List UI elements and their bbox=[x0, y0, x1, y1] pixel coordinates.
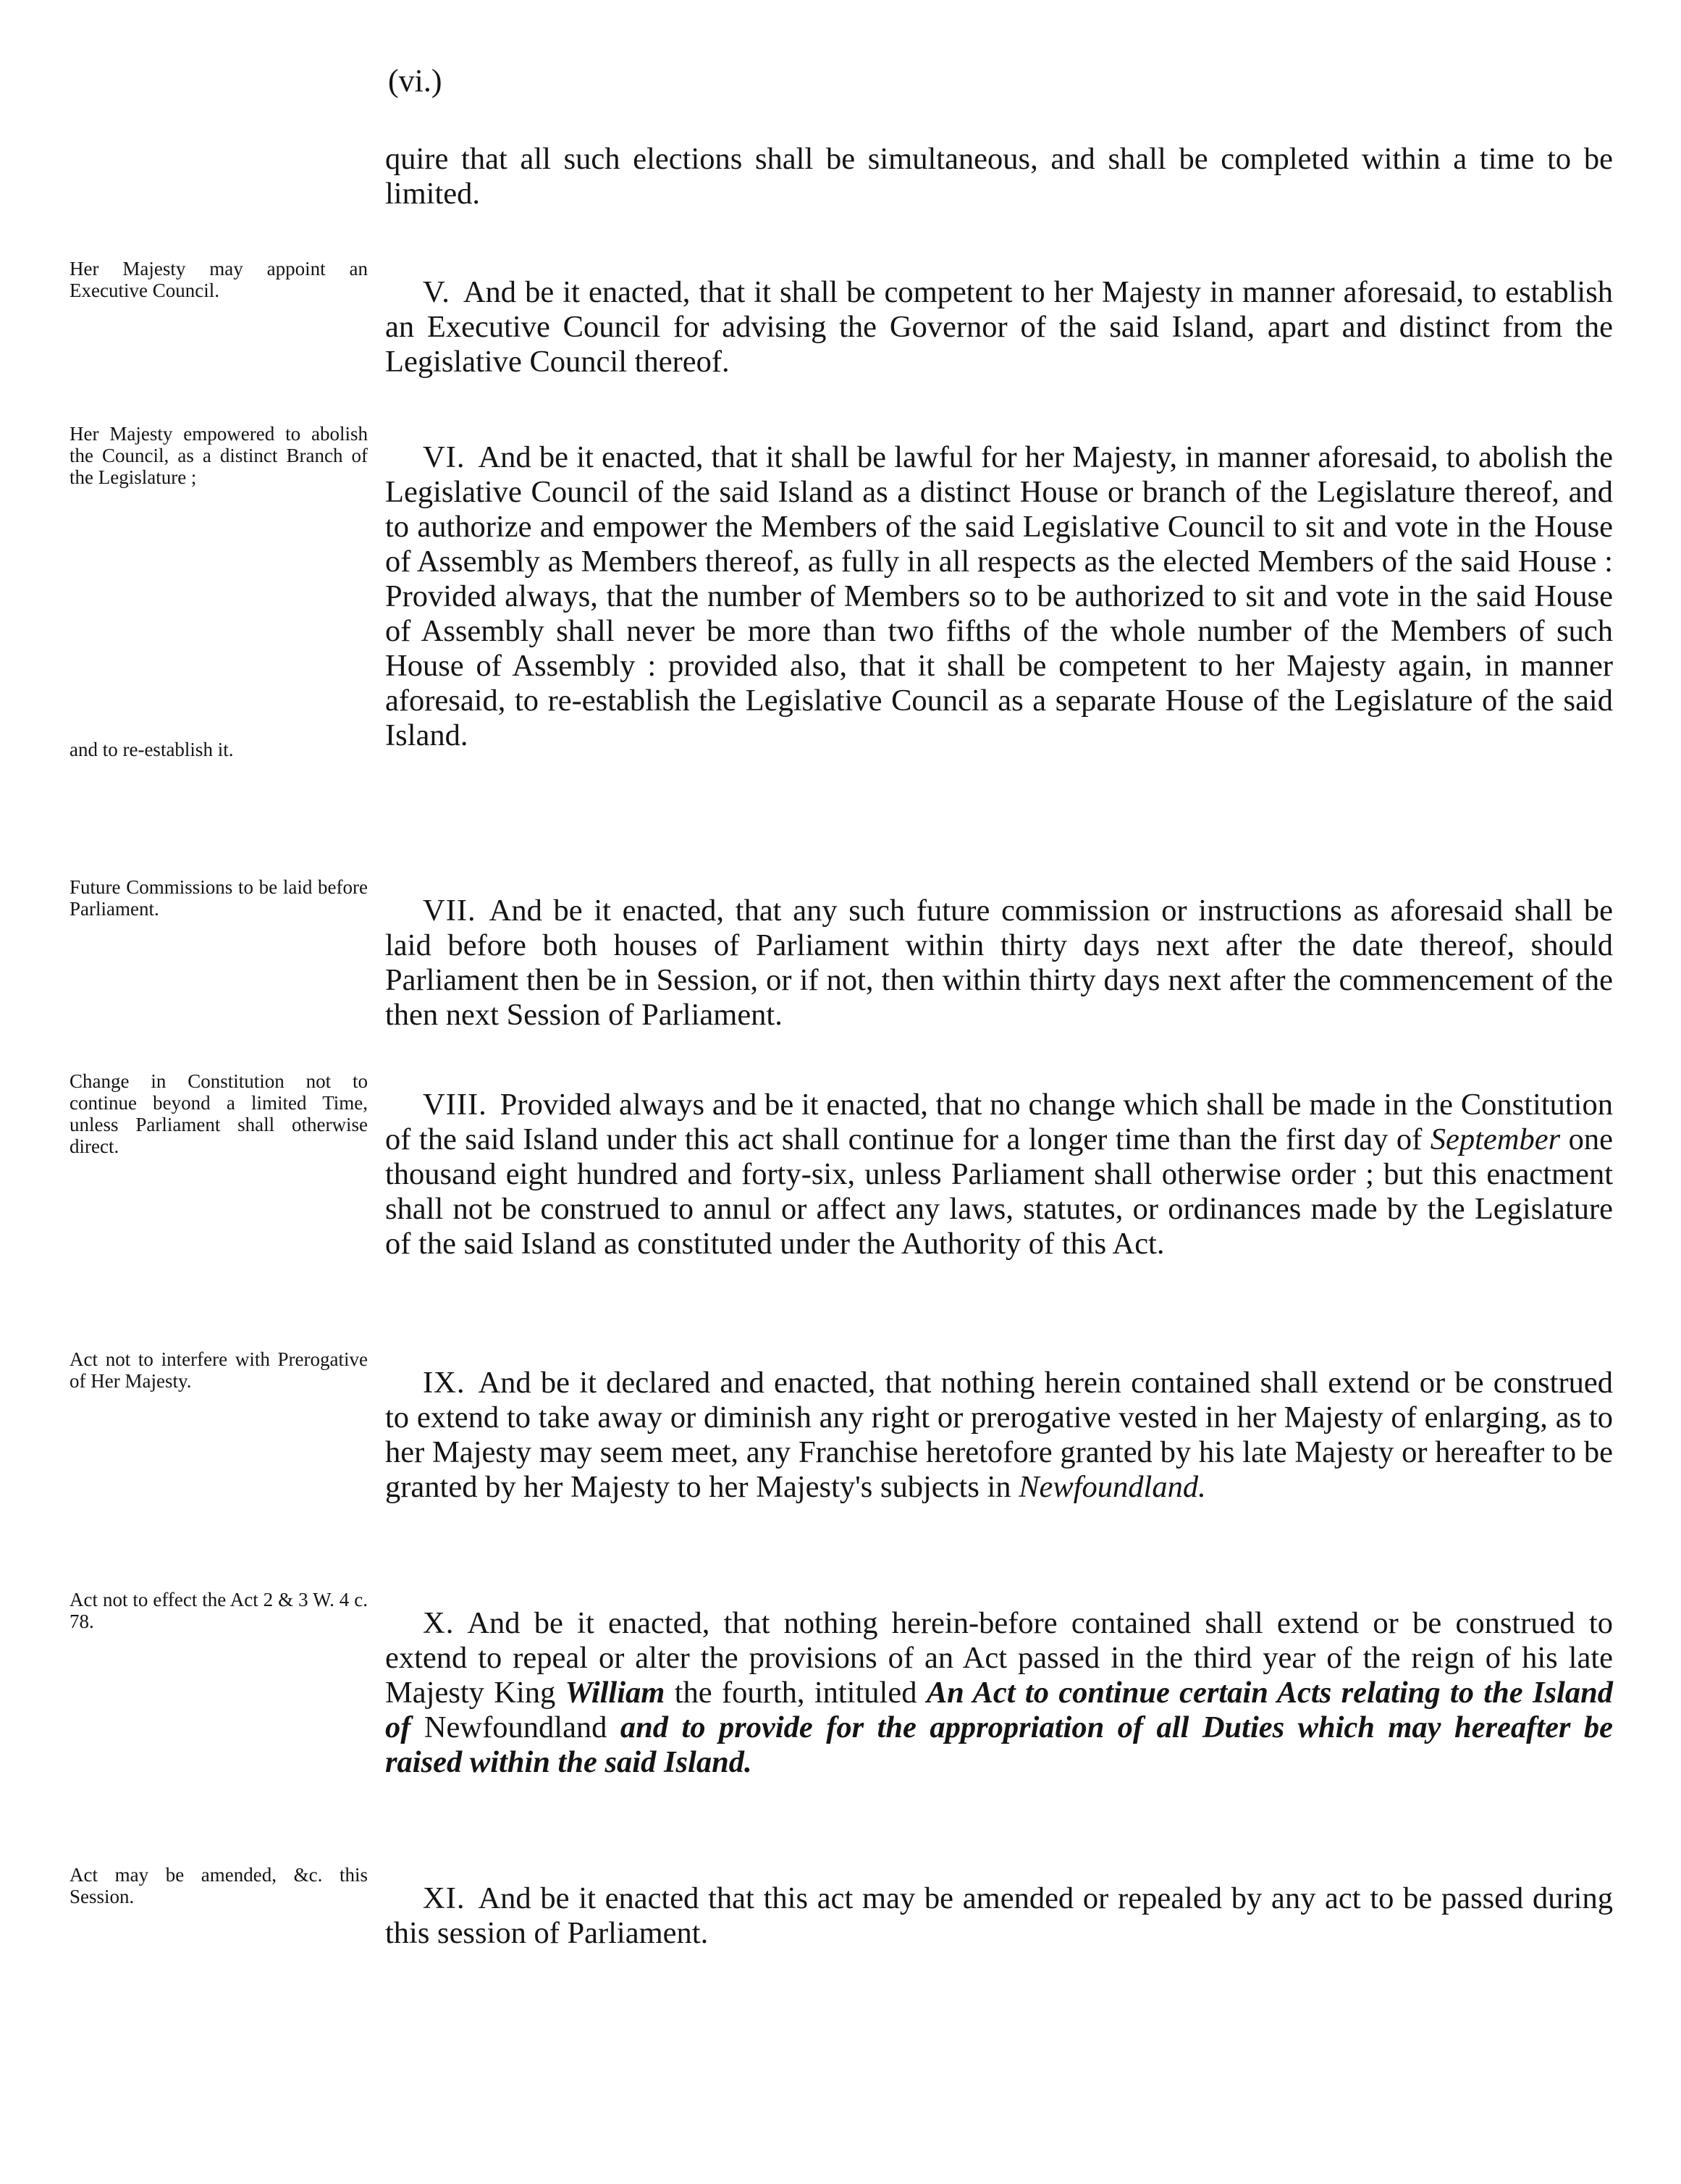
section-text-italic: Newfoundland. bbox=[1019, 1470, 1206, 1504]
section-number: VI. bbox=[423, 440, 465, 474]
section-body bbox=[385, 1088, 1613, 1261]
section-text: one thousand eight hundred and forty-six, unless Parliament shall otherwise order ; but this enactment shall not be construed to annul or affect any laws, statutes, or ordinances made by the Legislature of the said Island as constituted under the Authority of this Act. bbox=[385, 1122, 1613, 1261]
section-number: XI. bbox=[423, 1881, 465, 1915]
section-number: IX. bbox=[423, 1366, 465, 1400]
section-number: VIII. bbox=[423, 1088, 487, 1122]
act-title-roman: Newfoundland bbox=[424, 1710, 607, 1744]
section-body bbox=[385, 440, 1613, 753]
section-text-italic: September bbox=[1430, 1122, 1561, 1156]
section-text: Provided always and be it enacted, that no change which shall be made in the Constitution of the said Island under this act shall continue for a longer time than the first day of bbox=[385, 1088, 1613, 1156]
section-body bbox=[385, 1606, 1613, 1780]
page-number: (vi.) bbox=[388, 63, 442, 98]
sidenote: Her Majesty may appoint an Executive Council. bbox=[69, 258, 368, 301]
section-text: And be it declared and enacted, that nothing herein contained shall extend or be construed to extend to take away or diminish any right or prerogative vested in her Majesty of enlarging, as to her Majesty may seem meet, any Franchise heretofore granted by his late Majesty or hereafter to be granted by her Majesty to her Majesty's subjects in bbox=[385, 1366, 1613, 1504]
section-text: quire that all such elections shall be simultaneous, and shall be completed within a time to be limited. bbox=[385, 142, 1613, 211]
section-number: VII. bbox=[423, 894, 476, 928]
sidenote-text-secondary: and to re-establish it. bbox=[69, 739, 234, 760]
act-title-italic: An Act to continue certain Acts relating to the Island of bbox=[385, 1676, 1613, 1744]
sidenote: Act not to interfere with Prerogative of Her Majesty. bbox=[69, 1348, 368, 1392]
section-body bbox=[385, 894, 1613, 1033]
section-text: And be it enacted that this act may be amended or repealed by any act to be passed during this session of Parliament. bbox=[385, 1881, 1613, 1950]
section-number: X. bbox=[423, 1606, 455, 1640]
sidenote: Act not to effect the Act 2 & 3 W. 4 c. 78. bbox=[69, 1589, 368, 1632]
sidenote-text: Her Majesty empowered to abolish the Council, as a distinct Branch of the Legislature ; bbox=[69, 423, 368, 488]
section-text: And be it enacted, that it shall be competent to her Majesty in manner aforesaid, to establish an Executive Council for advising the Governor of the said Island, apart and distinct from the Legislative Council thereof. bbox=[385, 275, 1613, 379]
section-body bbox=[385, 1881, 1613, 1951]
sidenote: Change in Constitution not to continue beyond a limited Time, unless Parliament shall otherwise direct. bbox=[69, 1070, 368, 1157]
section-body bbox=[385, 142, 1613, 211]
section-text: And be it enacted, that it shall be lawful for her Majesty, in manner aforesaid, to abolish the Legislative Council of the said Island as a distinct House or branch of the Legislature thereof, and to authorize and empower the Members of the said Legislative Council to sit and vote in the House of Assembly as Members thereof, as fully in all respects as the elected Members of the said House : Provided always, that the number of Members so to be authorized to sit and vote in the said House of Assembly shall never be more than two fifths of the whole number of the Members of such House of Assembly : provided also, that it shall be competent to her Majesty again, in manner aforesaid, to re-establish the Legislative Council as a separate House of the Legislature of the said Island. bbox=[385, 440, 1613, 752]
section-body bbox=[385, 275, 1613, 379]
section-text: And be it enacted, that any such future commission or instructions as aforesaid shall be laid before both houses of Parliament within thirty days next after the date thereof, should Parliament then be in Session, or if not, then within thirty days next after the commencement of the then next Session of Parliament. bbox=[385, 894, 1613, 1032]
section-text: the fourth, intituled bbox=[674, 1676, 917, 1710]
section-text: And be it enacted, that nothing herein-before contained shall extend or be construed to extend to repeal or alter the provisions of an Act passed in the third year of the reign of his late Majesty King bbox=[385, 1606, 1613, 1710]
section-number: V. bbox=[423, 275, 450, 309]
sidenote: Act may be amended, &c. this Session. bbox=[69, 1864, 368, 1907]
act-title-italic: and to provide for the appropriation of all Duties which may hereafter be raised within the said Island. bbox=[385, 1710, 1614, 1779]
sidenote: Future Commissions to be laid before Parliament. bbox=[69, 876, 368, 920]
section-body bbox=[385, 1366, 1613, 1505]
sidenote bbox=[69, 423, 368, 760]
section-text-italic: William bbox=[565, 1676, 665, 1710]
